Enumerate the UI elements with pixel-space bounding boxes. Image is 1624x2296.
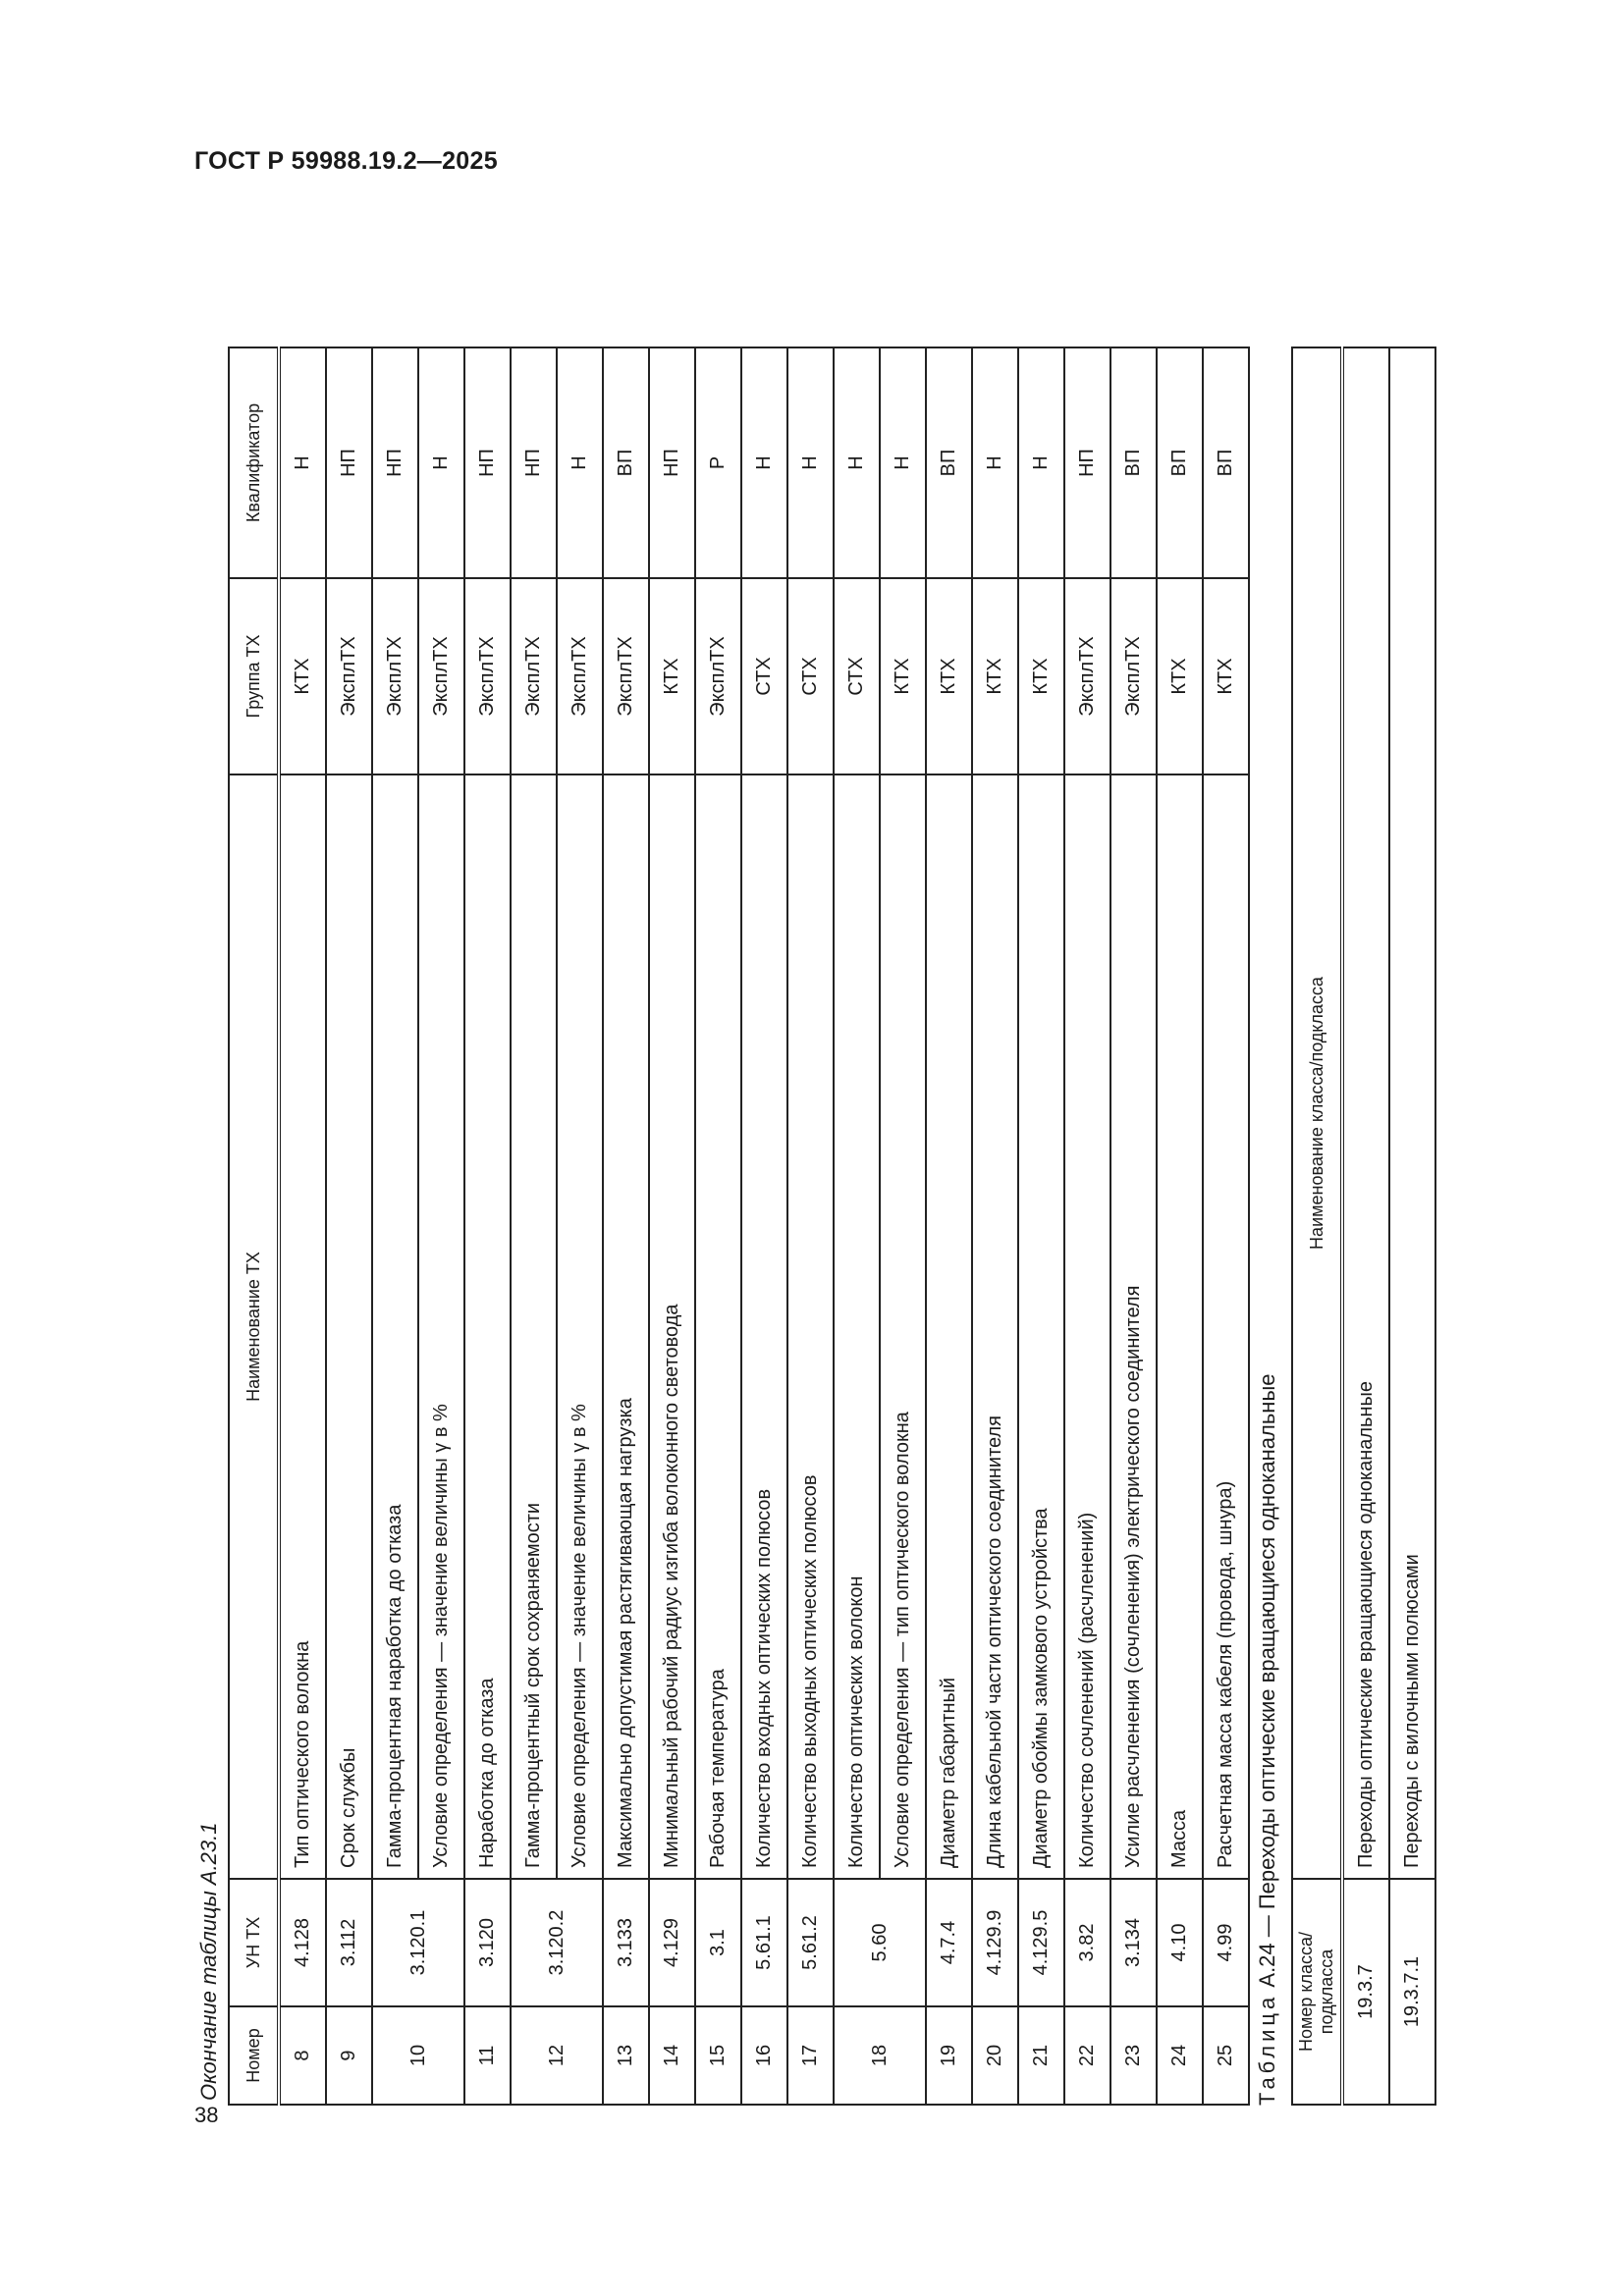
cell-group: ЭксплТХ	[464, 578, 511, 774]
cell-qualifier: Н	[834, 347, 880, 578]
cell-qualifier: ВП	[1157, 347, 1203, 578]
cell-qualifier: НП	[511, 347, 557, 578]
cell-number: 24	[1157, 2006, 1203, 2105]
cell-qualifier: Н	[279, 347, 326, 578]
table-row	[1157, 347, 1203, 2105]
cell-code: 3.112	[326, 1879, 372, 2006]
cell-name: Условие определения — значение величины γ в %	[557, 774, 603, 1879]
col-header-number: Номер	[229, 2006, 279, 2105]
cell-qualifier: ВП	[603, 347, 649, 578]
table-row	[649, 347, 695, 2105]
cell-name: Усилие расчленения (сочленения) электрического соединителя	[1110, 774, 1157, 1879]
cell-name: Диаметр обоймы замкового устройства	[1018, 774, 1064, 1879]
cell-qualifier: НП	[372, 347, 418, 578]
cell-class-number: 19.3.7	[1342, 1879, 1389, 2105]
cell-code: 5.61.2	[787, 1879, 834, 2006]
cell-group: ЭксплТХ	[326, 578, 372, 774]
table-row	[557, 347, 603, 2105]
cell-qualifier: Н	[880, 347, 926, 578]
cell-code: 3.120	[464, 1879, 511, 2006]
cell-group: КТХ	[972, 578, 1018, 774]
table-row	[1110, 347, 1157, 2105]
cell-code: 4.128	[279, 1879, 326, 2006]
cell-group: ЭксплТХ	[695, 578, 741, 774]
cell-qualifier: Н	[418, 347, 464, 578]
cell-number: 22	[1064, 2006, 1110, 2105]
table-row	[834, 347, 880, 2105]
cell-code: 3.120.2	[511, 1879, 603, 2006]
cell-name: Наработка до отказа	[464, 774, 511, 1879]
cell-code: 3.1	[695, 1879, 741, 2006]
cell-name: Максимально допустимая растягивающая нагрузка	[603, 774, 649, 1879]
table-row	[880, 347, 926, 2105]
cell-number: 18	[834, 2006, 926, 2105]
cell-code: 4.129.9	[972, 1879, 1018, 2006]
cell-group: ЭксплТХ	[1064, 578, 1110, 774]
table-row	[787, 347, 834, 2105]
cell-name: Тип оптического волокна	[279, 774, 326, 1879]
table-caption-text: А.24 — Переходы оптические вращающиеся одноканальные	[1255, 1373, 1279, 1988]
cell-code: 4.129.5	[1018, 1879, 1064, 2006]
cell-code: 4.10	[1157, 1879, 1203, 2006]
table-header-row	[229, 347, 279, 2105]
cell-group: КТХ	[1203, 578, 1249, 774]
table-header-row	[1292, 347, 1342, 2105]
cell-qualifier: Н	[972, 347, 1018, 578]
cell-code: 3.133	[603, 1879, 649, 2006]
cell-name: Расчетная масса кабеля (провода, шнура)	[1203, 774, 1249, 1879]
cell-number: 12	[511, 2006, 603, 2105]
cell-name: Количество сочленений (расчленений)	[1064, 774, 1110, 1879]
cell-name: Минимальный рабочий радиус изгиба волоконного световода	[649, 774, 695, 1879]
cell-qualifier: Н	[741, 347, 787, 578]
cell-group: СТХ	[787, 578, 834, 774]
cell-qualifier: ВП	[1110, 347, 1157, 578]
table-row	[1064, 347, 1110, 2105]
cell-qualifier: Н	[557, 347, 603, 578]
cell-number: 14	[649, 2006, 695, 2105]
cell-group: КТХ	[1018, 578, 1064, 774]
page-number: 38	[194, 2103, 219, 2127]
table-row	[1018, 347, 1064, 2105]
cell-name: Количество входных оптических полюсов	[741, 774, 787, 1879]
rotated-page-content	[177, 196, 1492, 2160]
table-caption-word: Таблица	[1255, 1993, 1279, 2106]
cell-number: 20	[972, 2006, 1018, 2105]
cell-name: Количество оптических волокон	[834, 774, 880, 1879]
cell-class-name: Переходы оптические вращающиеся одноканальные	[1342, 347, 1389, 1879]
table-row	[326, 347, 372, 2105]
table-continuation-caption: Окончание таблицы А.23.1	[196, 1822, 221, 2101]
table-row	[1389, 347, 1435, 2105]
table-row	[741, 347, 787, 2105]
cell-code: 4.7.4	[926, 1879, 972, 2006]
cell-number: 11	[464, 2006, 511, 2105]
cell-qualifier: Н	[1018, 347, 1064, 578]
cell-name: Рабочая температура	[695, 774, 741, 1879]
cell-code: 3.134	[1110, 1879, 1157, 2006]
cell-group: СТХ	[834, 578, 880, 774]
cell-number: 8	[279, 2006, 326, 2105]
cell-group: КТХ	[926, 578, 972, 774]
cell-name: Диаметр габаритный	[926, 774, 972, 1879]
col-header-class-name: Наименование класса/подкласса	[1292, 347, 1342, 1879]
cell-number: 13	[603, 2006, 649, 2105]
cell-code: 3.82	[1064, 1879, 1110, 2006]
cell-name: Длина кабельной части оптического соединителя	[972, 774, 1018, 1879]
cell-number: 16	[741, 2006, 787, 2105]
cell-group: КТХ	[880, 578, 926, 774]
document-id: ГОСТ Р 59988.19.2—2025	[194, 147, 498, 175]
cell-code: 4.99	[1203, 1879, 1249, 2006]
cell-code: 5.60	[834, 1879, 926, 2006]
cell-qualifier: ВП	[926, 347, 972, 578]
col-header-qualifier: Квалификатор	[229, 347, 279, 578]
table-row	[279, 347, 326, 2105]
cell-group: ЭксплТХ	[418, 578, 464, 774]
col-header-group: Группа ТХ	[229, 578, 279, 774]
cell-number: 17	[787, 2006, 834, 2105]
cell-number: 21	[1018, 2006, 1064, 2105]
cell-code: 5.61.1	[741, 1879, 787, 2006]
cell-code: 3.120.1	[372, 1879, 464, 2006]
cell-name: Срок службы	[326, 774, 372, 1879]
cell-name: Условие определения — тип оптического волокна	[880, 774, 926, 1879]
table-row	[926, 347, 972, 2105]
cell-group: ЭксплТХ	[511, 578, 557, 774]
table-a24	[1291, 347, 1436, 2106]
cell-group: ЭксплТХ	[1110, 578, 1157, 774]
cell-group: ЭксплТХ	[557, 578, 603, 774]
cell-name: Условие определения — значение величины γ в %	[418, 774, 464, 1879]
cell-qualifier: Н	[787, 347, 834, 578]
cell-qualifier: НП	[1064, 347, 1110, 578]
cell-number: 23	[1110, 2006, 1157, 2105]
cell-name: Гамма-процентная наработка до отказа	[372, 774, 418, 1879]
table-row	[1342, 347, 1389, 2105]
cell-group: ЭксплТХ	[372, 578, 418, 774]
cell-qualifier: НП	[464, 347, 511, 578]
cell-code: 4.129	[649, 1879, 695, 2006]
cell-name: Гамма-процентный срок сохраняемости	[511, 774, 557, 1879]
table-row	[972, 347, 1018, 2105]
col-header-class-number: Номер класса/подкласса	[1292, 1879, 1342, 2105]
table-row	[603, 347, 649, 2105]
table-a23-1	[228, 347, 1250, 2106]
col-header-code: УН ТХ	[229, 1879, 279, 2006]
cell-number: 19	[926, 2006, 972, 2105]
table-row	[464, 347, 511, 2105]
cell-group: КТХ	[279, 578, 326, 774]
table-a24-caption	[1255, 1374, 1280, 2107]
cell-group: КТХ	[649, 578, 695, 774]
cell-group: СТХ	[741, 578, 787, 774]
table-row	[418, 347, 464, 2105]
cell-group: КТХ	[1157, 578, 1203, 774]
cell-qualifier: НП	[326, 347, 372, 578]
table-row	[1203, 347, 1249, 2105]
cell-class-number: 19.3.7.1	[1389, 1879, 1435, 2105]
table-row	[695, 347, 741, 2105]
cell-qualifier: Р	[695, 347, 741, 578]
cell-number: 25	[1203, 2006, 1249, 2105]
cell-number: 15	[695, 2006, 741, 2105]
cell-name: Масса	[1157, 774, 1203, 1879]
cell-qualifier: НП	[649, 347, 695, 578]
cell-qualifier: ВП	[1203, 347, 1249, 578]
table-row	[372, 347, 418, 2105]
cell-group: ЭксплТХ	[603, 578, 649, 774]
table-row	[511, 347, 557, 2105]
col-header-name: Наименование ТХ	[229, 774, 279, 1879]
cell-number: 9	[326, 2006, 372, 2105]
cell-name: Количество выходных оптических полюсов	[787, 774, 834, 1879]
cell-number: 10	[372, 2006, 464, 2105]
cell-class-name: Переходы с вилочными полюсами	[1389, 347, 1435, 1879]
